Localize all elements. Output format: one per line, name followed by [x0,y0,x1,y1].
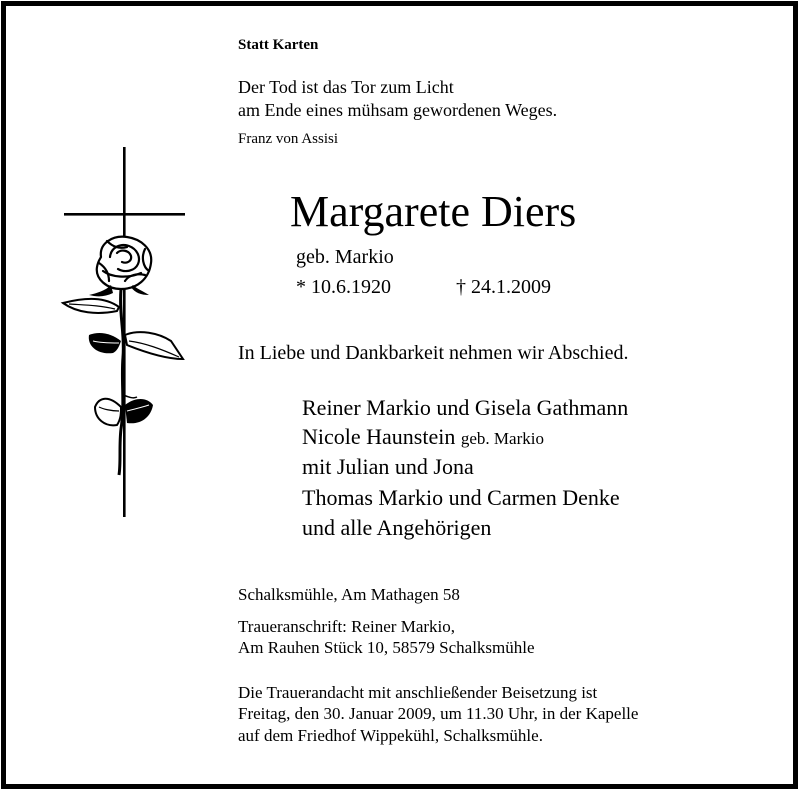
quote-author: Franz von Assisi [238,131,339,147]
family-member-note: geb. Markio [460,429,544,448]
service-line-2: Freitag, den 30. Januar 2009, um 11.30 Uhr, in der Kapelle [238,704,639,723]
family-line-3: mit Julian und Jona [302,454,474,479]
service-line-1: Die Trauerandacht mit anschließender Beisetzung ist [238,683,598,702]
service-line-3: auf dem Friedhof Wippekühl, Schalksmühle. [238,726,543,745]
residence-address: Schalksmühle, Am Mathagen 58 [238,585,460,604]
quote-line-1: Der Tod ist das Tor zum Licht [238,77,454,97]
deceased-name: Margarete Diers [290,187,577,236]
cross-with-rose-icon [55,145,195,520]
farewell-text: In Liebe und Dankbarkeit nehmen wir Abschied. [238,342,629,364]
birth-name: geb. Markio [296,246,394,268]
family-line-5: und alle Angehörigen [302,515,492,540]
quote-line-2: am Ende eines mühsam gewordenen Weges. [238,100,558,120]
mourning-address-line-1: Traueranschrift: Reiner Markio, [238,617,456,636]
family-line-4: Thomas Markio und Carmen Denke [302,485,620,510]
life-dates [296,276,551,298]
death-date: † 24.1.2009 [456,276,551,298]
family-line-1: Reiner Markio und Gisela Gathmann [302,395,629,420]
notice-header: Statt Karten [238,37,319,53]
family-member-name: Nicole Haunstein [302,424,456,449]
family-line-2 [302,426,544,448]
mourning-address-line-2: Am Rauhen Stück 10, 58579 Schalksmühle [238,638,535,657]
birth-date: * 10.6.1920 [296,276,391,298]
